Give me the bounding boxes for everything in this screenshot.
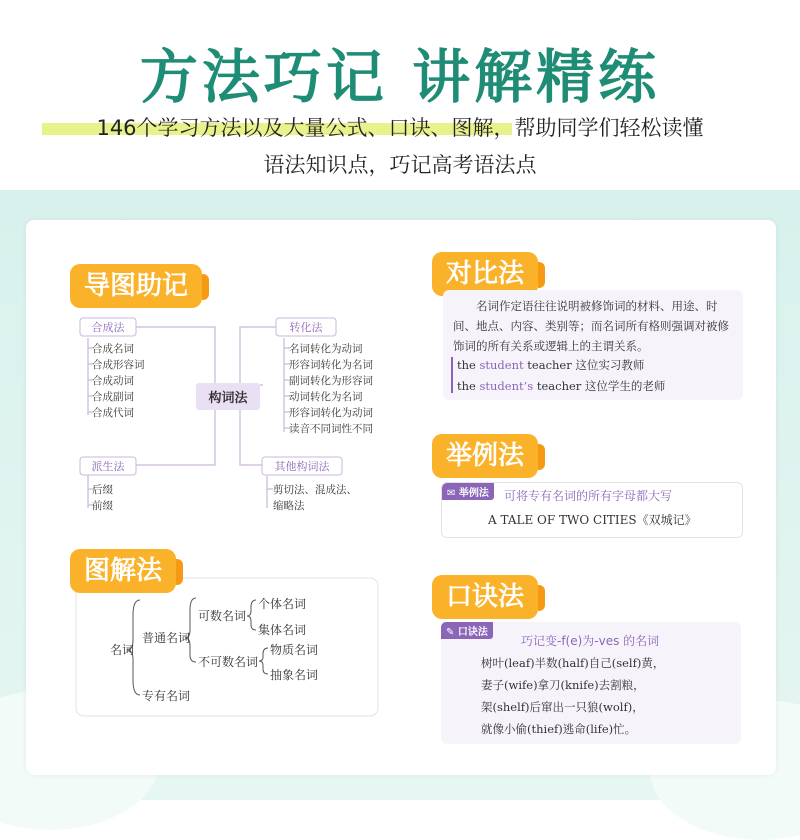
rhyme-heading: 巧记变-f(e)为-ves 的名词 — [521, 634, 660, 648]
group-item: 名词转化为动词 — [289, 343, 363, 355]
diagram-tag: 图解法 — [70, 549, 176, 593]
diagram-leaf: 抽象名词 — [270, 668, 319, 682]
example-badge: ✉ 举例法 — [442, 483, 494, 500]
rhyme-line: 树叶(leaf)半数(half)自己(self)黄， — [481, 656, 665, 670]
diagram-leaf: 集体名词 — [258, 623, 307, 637]
group-item: 缩略法 — [273, 500, 305, 512]
compare-line: 间、地点、内容、类别等；而名词所有格则强调对被修 — [453, 319, 729, 333]
group-item: 合成形容词 — [92, 359, 145, 371]
diagram-root: 名词 — [110, 643, 135, 657]
group-title: 派生法 — [91, 460, 125, 473]
compare-example-1 — [457, 357, 644, 373]
group-item: 动词转化为名词 — [289, 391, 363, 403]
group-title: 转化法 — [289, 321, 323, 334]
compare-box — [443, 290, 743, 400]
subtitle-line-1: 146个学习方法以及大量公式、口诀、图解，帮助同学们轻松读懂 — [96, 116, 704, 140]
example-highlight: student’s — [479, 379, 534, 393]
compare-tag: 对比法 — [432, 252, 538, 296]
group-item: 后缀 — [92, 484, 113, 496]
example-box — [441, 482, 743, 538]
group-item: 合成名词 — [92, 343, 134, 355]
group-title: 其他构词法 — [274, 460, 330, 473]
group-item: 合成代词 — [92, 407, 134, 419]
group-item: 前缀 — [92, 500, 113, 512]
diagram-leaf: 物质名词 — [270, 643, 319, 657]
rhyme-lines — [481, 652, 664, 740]
subtitle-line-2: 语法知识点，巧记高考语法点 — [263, 153, 537, 177]
group-title: 合成法 — [91, 321, 125, 334]
mindmap-tag: 导图助记 — [70, 264, 202, 308]
example-sample: A TALE OF TWO CITIES《双城记》 — [488, 513, 697, 527]
example-rule: 可将专有名词的所有字母都大写 — [504, 489, 673, 503]
group-item: 副词转化为形容词 — [289, 375, 373, 387]
rhyme-line: 就像小偷(thief)逃命(life)忙。 — [481, 722, 637, 736]
rhyme-badge-label: 口诀法 — [457, 627, 488, 638]
rhyme-badge: ✎ 口诀法 — [441, 622, 493, 639]
example-tag: 举例法 — [432, 434, 538, 478]
group-item: 形容词转化为名词 — [289, 359, 373, 371]
compare-line: 饰词的所有关系或逻辑上的主谓关系。 — [453, 339, 649, 353]
diagram-sub: 可数名词 — [198, 609, 247, 623]
example-text: teacher 这位学生的老师 — [533, 379, 666, 393]
compare-line: 名词作定语往往说明被修饰词的材料、用途、时 — [476, 299, 718, 313]
center-node-label: 构词法 — [208, 391, 248, 406]
diagram-sub: 不可数名词 — [198, 655, 259, 669]
rhyme-tag: 口诀法 — [432, 575, 538, 619]
compare-bracket — [451, 357, 453, 393]
example-badge-label: 举例法 — [458, 488, 489, 499]
compare-example-2 — [457, 378, 665, 394]
example-text: the — [457, 379, 480, 393]
group-item: 合成动词 — [92, 375, 134, 387]
rhyme-box — [441, 622, 741, 744]
group-item: 剪切法、混成法、 — [273, 484, 357, 496]
group-item: 合成副词 — [92, 391, 134, 403]
diagram-branch: 普通名词 — [142, 631, 191, 645]
diagram-branch: 专有名词 — [142, 689, 191, 703]
example-text: teacher 这位实习教师 — [523, 358, 645, 372]
example-text: the — [457, 358, 480, 372]
group-item: 读音不同词性不同 — [289, 423, 373, 435]
compare-paragraph — [453, 296, 743, 356]
diagram-leaf: 个体名词 — [258, 597, 307, 611]
group-item: 形容词转化为动词 — [289, 407, 373, 419]
page-title: 方法巧记 讲解精练 — [139, 43, 661, 111]
rhyme-line: 妻子(wife)拿刀(knife)去割粮， — [481, 678, 645, 692]
example-highlight: student — [479, 358, 524, 372]
rhyme-line: 架(shelf)后窜出一只狼(wolf)， — [481, 700, 644, 714]
